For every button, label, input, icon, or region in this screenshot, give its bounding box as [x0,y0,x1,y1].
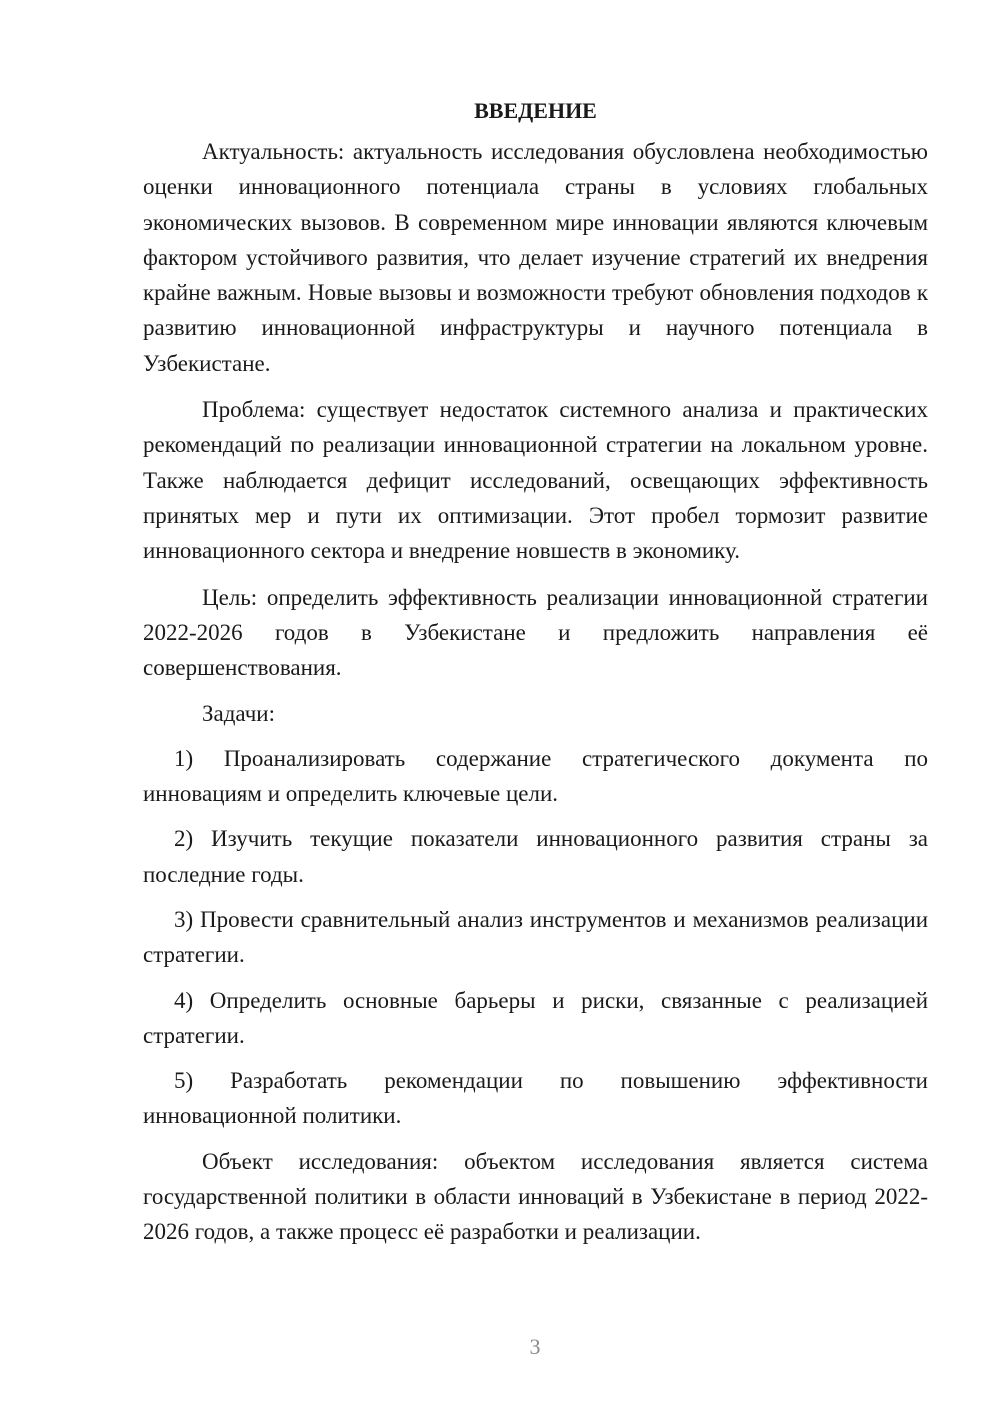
paragraph-relevance: Актуальность: актуальность исследования обусловлена необходимостью оценки инновационного потенциала страны в условиях глобальных экономических вызовов. В современном мире инновации являются ключевым фактором устойчивого развития, что делает изучение стратегий их внедрения крайне важным. Новые вызовы и возможности требуют обновления подходов к развитию инновационной инфраструктуры и научного потенциала в Узбекистане. [143,139,928,376]
task-item-3: 3) Провести сравнительный анализ инструментов и механизмов реализации стратегии. [143,906,928,968]
task-item-2: 2) Изучить текущие показатели инновационного развития страны за последние годы. [143,826,928,887]
section-heading: ВВЕДЕНИЕ [474,98,597,123]
paragraph-problem: Проблема: существует недостаток системного анализа и практических рекомендаций по реализации инновационной стратегии на локальном уровне. Также наблюдается дефицит исследований, освещающих эффективность принятых мер и пути их оптимизации. Этот пробел тормозит развитие инновационного сектора и внедрение новшеств в экономику. [143,397,928,564]
tasks-label: Задачи: [202,701,275,727]
task-item-1: 1) Проанализировать содержание стратегического документа по инновациям и определить ключевые цели. [143,745,928,807]
paragraph-object: Объект исследования: объектом исследования является система государственной политики в области инноваций в Узбекистане в период 2022-2026 годов, а также процесс её разработки и реализации. [143,1148,928,1245]
page-number: 3 [529,1334,541,1359]
task-item-4: 4) Определить основные барьеры и риски, связанные с реализацией стратегии. [143,987,928,1048]
task-item-5: 5) Разработать рекомендации по повышению эффективности инновационной политики. [143,1068,928,1129]
document-body [143,93,928,1261]
paragraph-goal: Цель: определить эффективность реализации инновационной стратегии 2022-2026 годов в Узбекистане и предложить направления её совершенствования. [143,584,928,681]
